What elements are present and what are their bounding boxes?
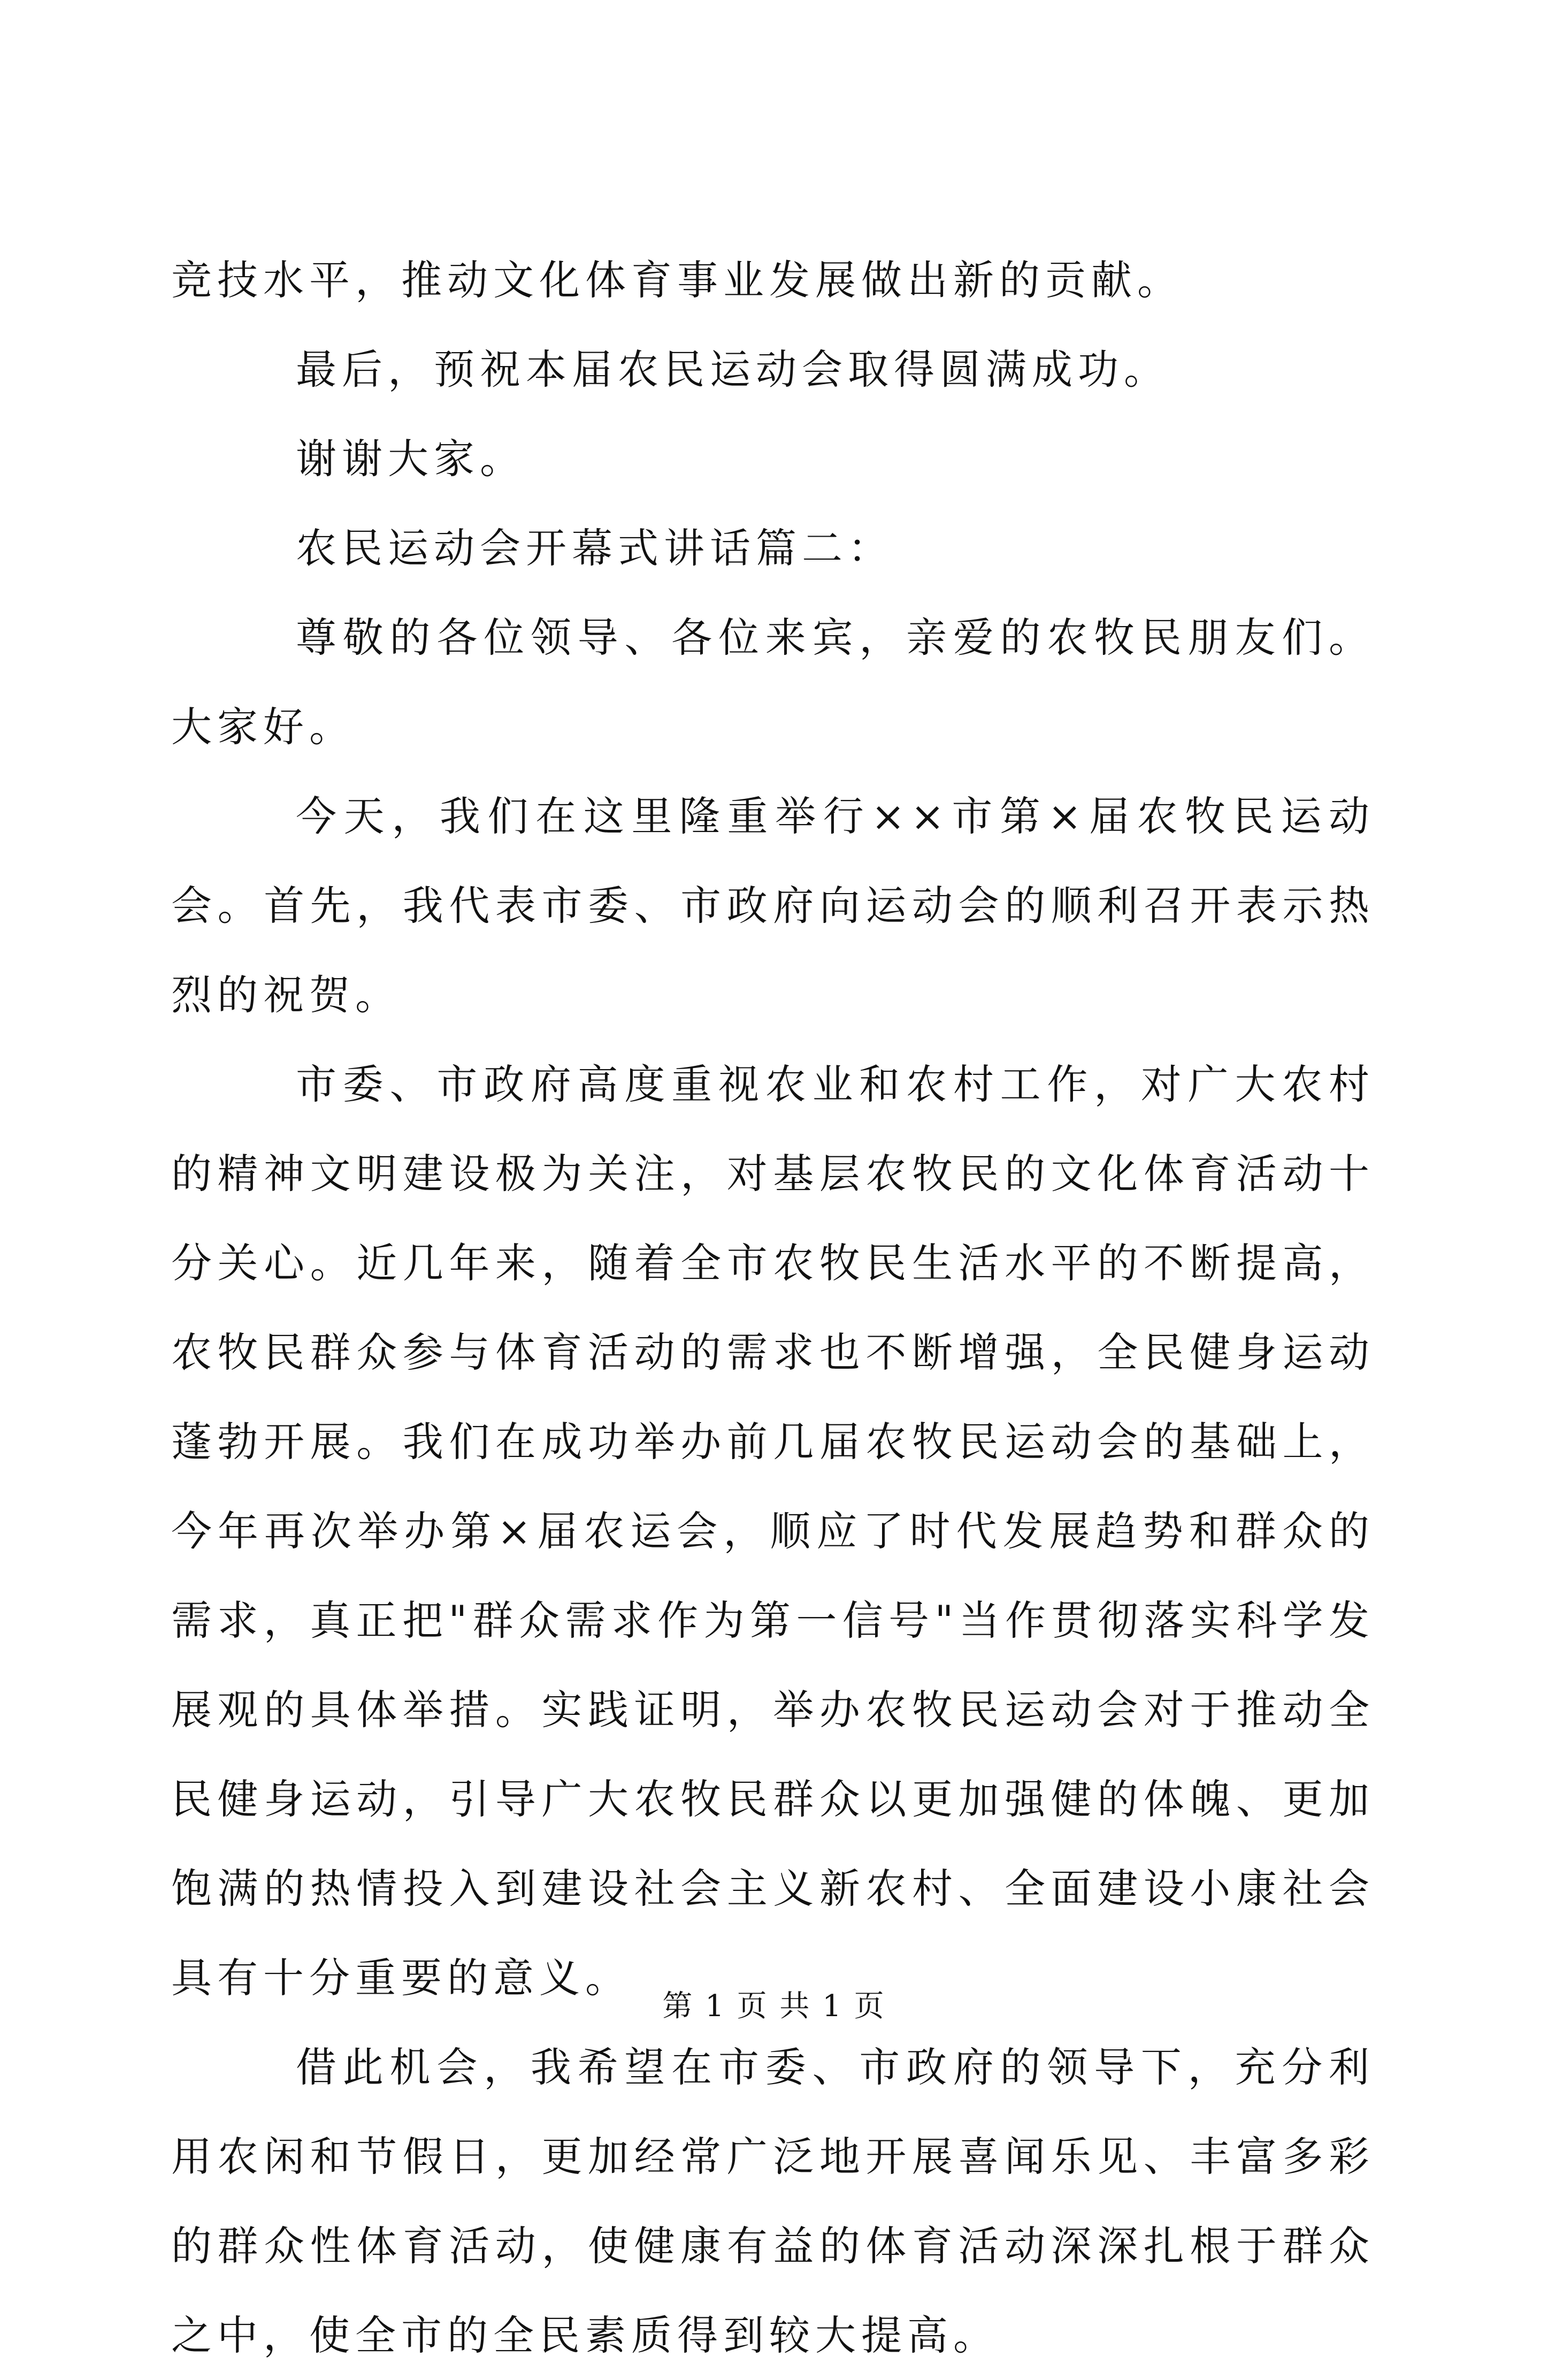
paragraph-continuation: 竞技水平，推动文化体育事业发展做出新的贡献。: [171, 256, 1183, 304]
paragraph-closing-wish: 最后，预祝本届农民运动会取得圆满成功。: [296, 346, 1170, 393]
page-footer: 第 1 页 共 1 页: [662, 1989, 886, 2024]
document-body: [171, 235, 1375, 2380]
paragraph-greeting: 尊敬的各位领导、各位来宾，亲爱的农牧民朋友们。大家好。: [171, 614, 1375, 751]
paragraph-opening: 今天，我们在这里隆重举行××市第×届农牧民运动会。首先，我代表市委、市政府向运动会的顺利召开表示热烈的祝贺。: [171, 792, 1375, 1019]
paragraph-thanks: 谢谢大家。: [296, 435, 526, 483]
paragraph-main-body: 市委、市政府高度重视农业和农村工作，对广大农村的精神文明建设极为关注，对基层农牧民的文化体育活动十分关心。近几年来，随着全市农牧民生活水平的不断提高，农牧民群众参与体育活动的需求也不断增强，全民健身运动蓬勃开展。我们在成功举办前几届农牧民运动会的基础上，今年再次举办第×届农运会，顺应了时代发展趋势和群众的需求，真正把"群众需求作为第一信号"当作贯彻落实科学发展观的具体举措。实践证明，举办农牧民运动会对于推动全民健身运动，引导广大农牧民群众以更加强健的体魄、更加饱满的热情投入到建设社会主义新农村、全面建设小康社会具有十分重要的意义。: [171, 1061, 1375, 2002]
section-heading: 农民运动会开幕式讲话篇二：: [296, 524, 894, 572]
paragraph-hope: 借此机会，我希望在市委、市政府的领导下，充分利用农闲和节假日，更加经常广泛地开展喜闻乐见、丰富多彩的群众性体育活动，使健康有益的体育活动深深扎根于群众之中，使全市的全民素质得到较大提高。: [171, 2043, 1375, 2359]
